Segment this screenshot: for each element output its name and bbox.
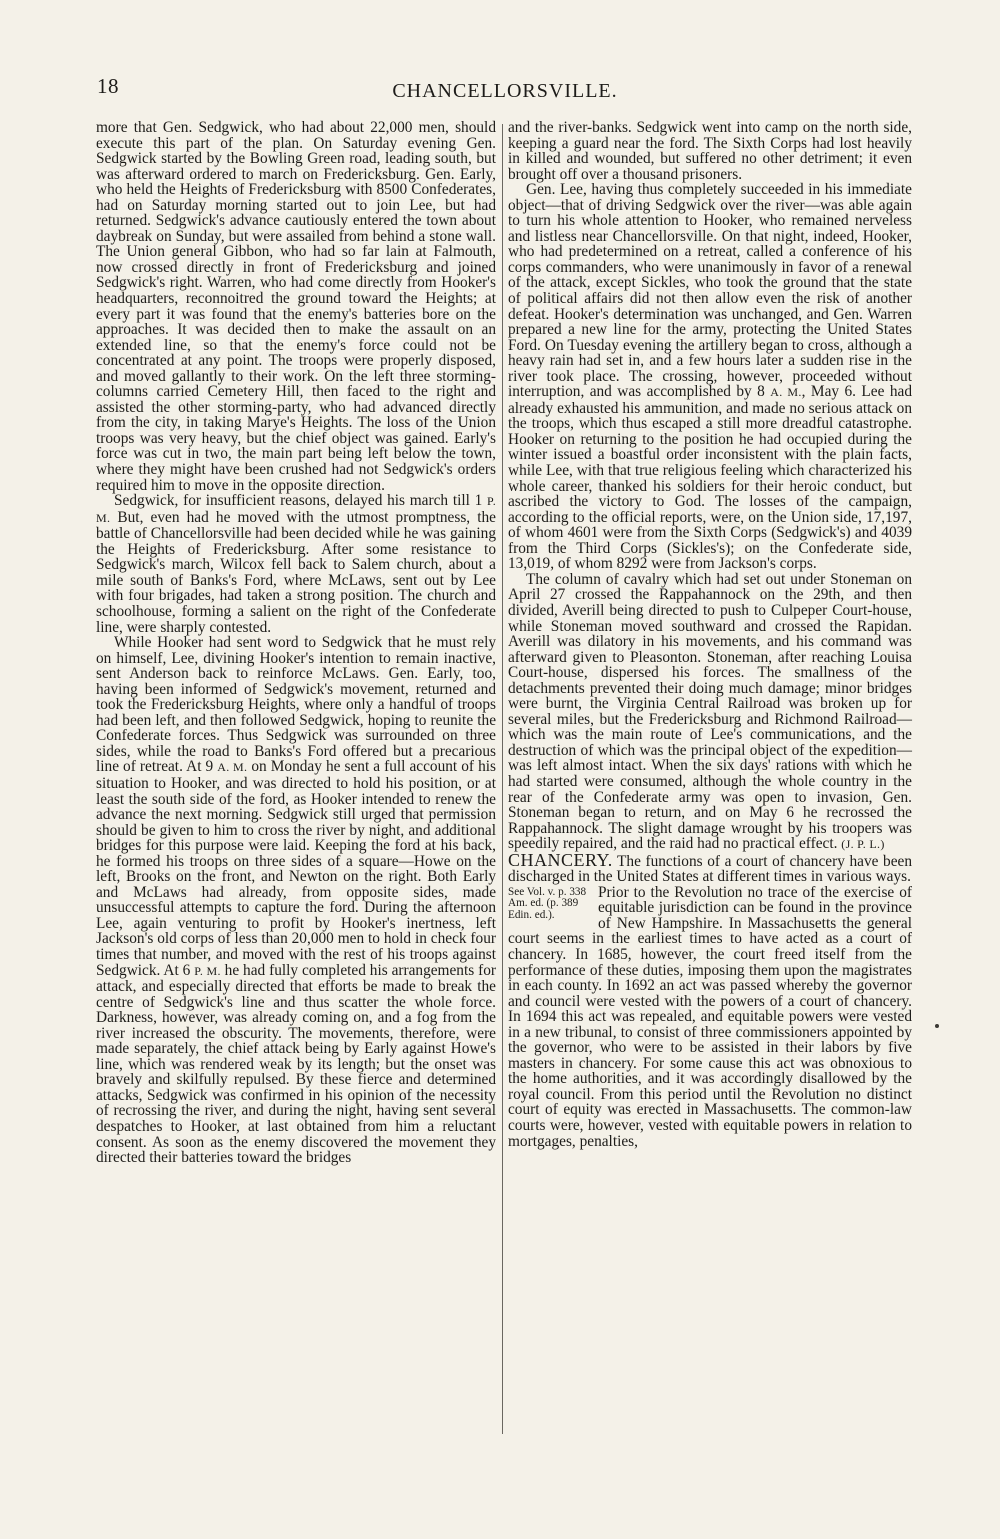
- time-abbrev: A. M.: [217, 760, 248, 775]
- text-run: The functions of a court of chancery have been discharged in the United States at different times in various ways.: [508, 852, 912, 886]
- text-run: he had fully completed his arrangements for attack, and especially directed that efforts be made to break the centre of Sedgwick's line and thus scatter the whole force. Darkness, however, was already coming on, and a fog from the river increased the obscurity. The movements, therefore, were made separately, the chief attack being by Early against Howe's line, which was rendered weak by its length; but the onset was bravely and skilfully repulsed. By these fierce and determined attacks, Sedgwick was confirmed in his opinion of the necessity of recrossing the river, and during the night, having sent several despatches to Hooker, at last obtained from him a reluctant consent. As soon as the enemy discovered the movement they directed their batteries toward the bridges: [96, 961, 496, 1167]
- running-title: CHANCELLORSVILLE.: [392, 80, 618, 102]
- right-paragraph-3: [508, 572, 912, 853]
- text-run: But, even had he moved with the utmost promptness, the battle of Chancellorsville had been decided while he was gaining the Heights of Fredericksburg. After some resistance to Sedgwick's march, Wilcox fell back to Salem church, about a mile south of Banks's Ford, where McLaws, sent out by Lee with four brigades, had taken a strong position. The church and schoolhouse, forming a salient on the right of the Confederate line, were sharply contested.: [96, 508, 496, 636]
- chancery-entry: [508, 849, 912, 886]
- text-run: on Monday he sent a full account of his situation to Hooker, and was directed to hold his position, or at least the south side of the ford, as Hooker intended to renew the advance the next morning. Sedgwick still urged that permission should be given to him to cross the river by night, and additional bridges for this purpose were laid. Keeping the ford at his back, he formed his troops on three sides of a square—Howe on the left, Brooks on the front, and Newton on the right. Both Early and McLaws had already, from opposite sides, made unsuccessful attempts to capture the ford. During the afternoon Lee, again venturing to profit by Hooker's inertness, left Jackson's old corps of less than 20,000 men to hold in check four times that number, and moved with the rest of his troops against Sedgwick. At 6: [96, 758, 496, 979]
- text-run: The column of cavalry which had set out under Stoneman on April 27 crossed the Rappahannock on the 29th, and then divided, Averill being directed to push to Culpeper Court-house, while Stoneman moved southward and crossed the Rapidan. Averill was dilatory in his movements, and his command was afterward given to Pleasonton. Stoneman, after reaching Louisa Court-house, dispersed his forces. The smallness of the detachments prevented their doing much damage; minor bridges were burnt, the Virginia Central Railroad was broken up for several miles, but the Fredericksburg and Richmond Railroad—which was the main route of Lee's communications, and the destruction of which was the principal object of the expedition—was left almost intact. When the six days' rations with which he had started were consumed, although the whole country in the rear of the Confederate army was open to invasion, Gen. Stoneman began to return, and on May 6 he recrossed the Rappahannock. The slight damage wrought by his troopers was speedily repaired, and the raid had no practical effect.: [508, 570, 912, 853]
- page-number: 18: [97, 74, 119, 98]
- text-run: While Hooker had sent word to Sedgwick that he must rely on himself, Lee, divining Hooker's intention to remain inactive, sent Anderson back to reinforce McLaws. Gen. Early, too, having been informed of Sedgwick's movement, returned and took the Fredericksburg Heights, where only a handful of troops had been left, and then followed Sedgwick, hoping to reunite the Confederate forces. Thus Sedgwick was surrounded on three sides, while the road to Banks's Ford offered but a precarious line of retreat. At 9: [96, 634, 496, 776]
- time-abbrev: P. M.: [194, 963, 221, 978]
- author-initials: (J. P. L.): [841, 837, 885, 852]
- text-run: , May 6. Lee had already exhausted his ammunition, and made no serious attack on the troops, which thus escaped a still more dreadful catastrophe. Hooker on returning to the position he had occupied during the winter issued a boastful order inconsistent with the plain facts, while Lee, with that true religious feeling which characterized his whole career, thanked his soldiers for their heroic conduct, but ascribed the victory to God. The losses of the campaign, according to the official reports, were, on the Union side, 17,197, of whom 4601 were from the Sixth Corps (Sedgwick's) and 4039 from the Third Corps (Sickles's); on the Confederate side, 13,019, of whom 8292 were from Jackson's corps.: [508, 383, 912, 573]
- time-abbrev: A. M.: [770, 385, 802, 400]
- right-paragraph-2: [508, 182, 912, 572]
- left-column: [96, 120, 496, 1166]
- left-paragraph-2: [96, 493, 496, 635]
- cross-reference-note: See Vol. v. p. 338 Am. ed. (p. 389 Edin. ed.).: [508, 885, 587, 921]
- text-run: Prior to the Revolution no trace of the exercise of equitable jurisdiction can be found in the province of New Hampshire. In Massachusetts the general court seems in the earliest times to have acted as a court of chancery. In 1685, however, the court freed itself from the performance of these duties, imposing them upon the magistrates in each county. In 1692 an act was passed whereby the governor and council were vested with the powers of a court of chancery. In 1694 this act was repealed, and equitable powers were vested in a new tribunal, to consist of three commissioners appointed by the governor, who were to be assisted in their labors by five masters in chancery. For some cause this act was obnoxious to the home authorities, and it was accordingly disallowed by the royal council. From this period until the Revolution no distinct court of equity was erected in Massachusetts. The common-law courts were, however, vested with equitable powers in relation to mortgages, penalties,: [508, 883, 912, 1150]
- ink-speck: [935, 1024, 939, 1028]
- right-column: [508, 120, 912, 1149]
- left-paragraph-1: more that Gen. Sedgwick, who had about 22,000 men, should execute this part of the plan. On Saturday evening Gen. Sedgwick started by the Bowling Green road, leading south, but was afterward ordered to march on Fredericksburg. Gen. Early, who held the Heights of Fredericksburg with 8500 Confederates, had on Saturday morning started out to join Lee, but had returned. Sedgwick's advance cautiously entered the town about daybreak on Sunday, but were assailed from behind a stone wall. The Union general Gibbon, who had so far lain at Falmouth, now crossed directly in front of Fredericksburg and joined Sedgwick's right. Warren, who had come directly from Hooker's headquarters, reconnoitred the ground toward the Heights; at every part it was found that the enemy's batteries bore on the approaches. It was decided then to make the assault on an extended line, so that the enemy's force could not be concentrated at any point. The troops were properly disposed, and moved gallantly to their work. On the left three storming-columns carried Cemetery Hill, then faced to the right and assisted the other storming-party, who had advanced directly from the city, in taking Marye's Heights. The loss of the Union troops was very heavy, but the chief object was gained. Early's force was cut in two, the main part being left below the town, where they might have been crushed had not Sedgwick's orders required him to move in the opposite direction.: [96, 119, 496, 494]
- column-divider: [502, 124, 503, 1434]
- right-paragraph-1: and the river-banks. Sedgwick went into camp on the north side, keeping a guard near the ford. The Sixth Corps had lost heavily in killed and wounded, but suffered no other detriment; it even brought off over a thousand prisoners.: [508, 119, 912, 183]
- text-run: Sedgwick, for insufficient reasons, delayed his march till 1: [114, 492, 488, 510]
- text-run: Gen. Lee, having thus completely succeeded in his immediate object—that of driving Sedgwick over the river—was able again to turn his whole attention to Hooker, who remained nerveless and listless near Chancellorsville. On that night, indeed, Hooker, who had predetermined on a retreat, called a conference of his corps commanders, who were unanimously in favor of a renewal of the attack, except Sickles, who took the ground that the state of political affairs did not then allow even the risk of another defeat. Hooker's determination was unchanged, and Gen. Warren prepared a new line for the army, protecting the United States Ford. On Tuesday evening the artillery began to cross, although a heavy rain had set in, and a few hours later a sudden rise in the river took place. The crossing, however, proceeded without interruption, and was accomplished by 8: [508, 181, 912, 401]
- left-paragraph-3: [96, 635, 496, 1166]
- entry-title: CHANCERY.: [508, 849, 613, 870]
- time-abbrev: P. M.: [96, 494, 496, 525]
- chancery-paragraph: [508, 885, 912, 1149]
